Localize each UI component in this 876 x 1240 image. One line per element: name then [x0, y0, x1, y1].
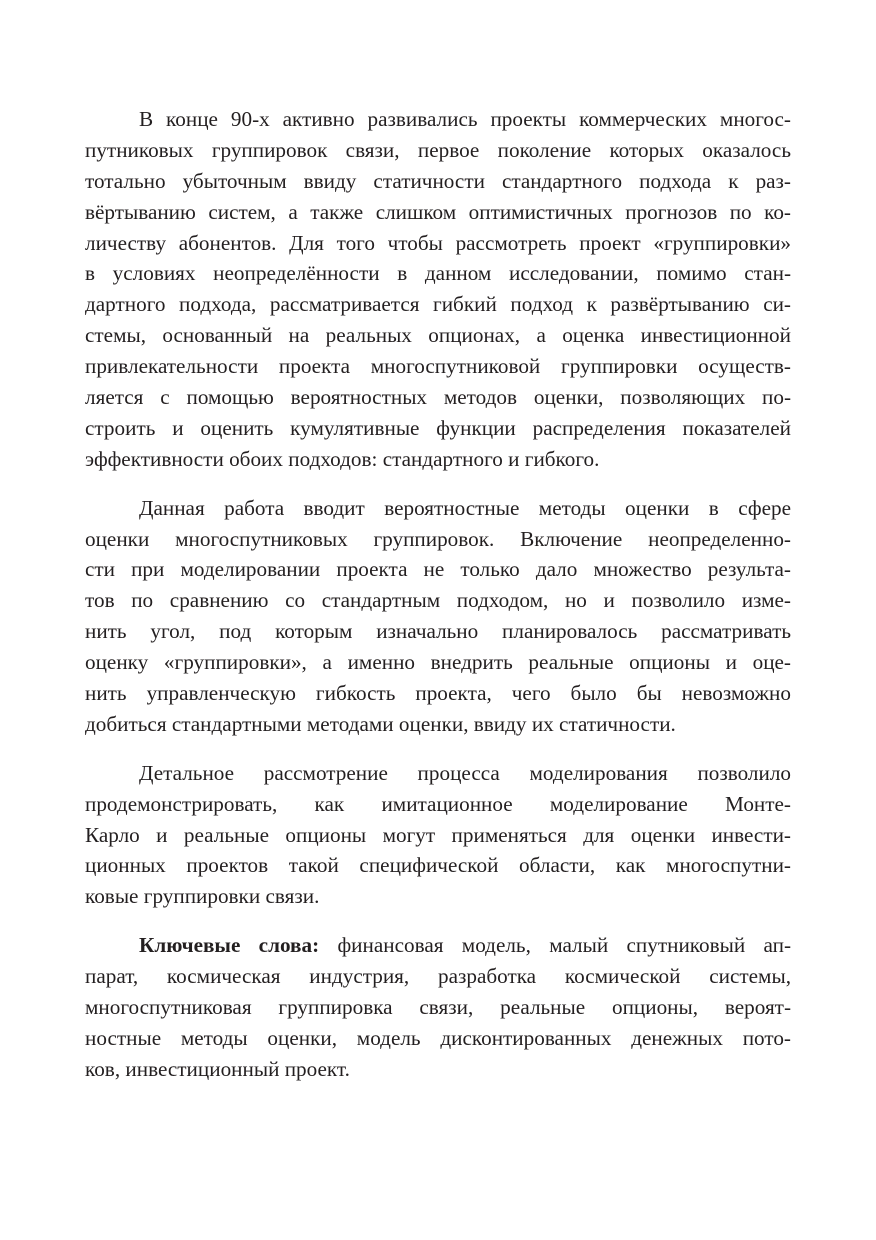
text-line: ляется с помощью вероятностных методов оценки, позволяющих по- — [85, 385, 791, 410]
text-line: Данная работа вводит вероятностные методы оценки в сфере — [139, 495, 791, 520]
text-line: тотально убыточным ввиду статичности стандартного подхода к раз- — [85, 168, 791, 193]
text-line: нить управленческую гибкость проекта, чего было бы невозможно — [85, 681, 791, 706]
text-line: Детальное рассмотрение процесса моделирования позволило — [139, 760, 791, 785]
text-line: оценку «группировки», а именно внедрить реальные опционы и оце- — [85, 650, 791, 675]
text-line: привлекательности проекта многоспутниковой группировки осуществ- — [85, 354, 791, 379]
text-line: путниковых группировок связи, первое поколение которых оказалось — [85, 137, 791, 162]
paragraph-keywords — [85, 930, 791, 1084]
text-line: многоспутниковая группировка связи, реальные опционы, вероят- — [85, 995, 791, 1020]
text-line: ков, инвестиционный проект. — [85, 1056, 350, 1081]
paragraph-conclusion — [85, 758, 791, 912]
keywords-label: Ключевые слова: — [139, 933, 320, 958]
text-line: ностные методы оценки, модель дисконтированных денежных пото- — [85, 1025, 791, 1050]
paragraph-method — [85, 493, 791, 740]
text-line: нить угол, под которым изначально планировалось рассматривать — [85, 619, 791, 644]
text-line — [85, 930, 791, 961]
text-line: Карло и реальные опционы могут применяться для оценки инвести- — [85, 822, 791, 847]
body-text — [85, 104, 791, 1103]
text-line: эффективности обоих подходов: стандартного и гибкого. — [85, 446, 600, 471]
text-line: тов по сравнению со стандартным подходом, но и позволило изме- — [85, 588, 791, 613]
text-line: добиться стандартными методами оценки, ввиду их статичности. — [85, 711, 676, 736]
text-line: ционных проектов такой специфической области, как многоспутни- — [85, 853, 791, 878]
keywords-text: финансовая модель, малый спутниковый ап- — [319, 933, 791, 958]
text-line: продемонстрировать, как имитационное моделирование Монте- — [85, 791, 791, 816]
text-line: строить и оценить кумулятивные функции распределения показателей — [85, 415, 791, 440]
text-line: оценки многоспутниковых группировок. Включение неопределенно- — [85, 526, 791, 551]
text-line: вёртыванию систем, а также слишком оптимистичных прогнозов по ко- — [85, 199, 791, 224]
text-line: В конце 90-х активно развивались проекты коммерческих многос- — [139, 107, 791, 131]
text-line: ковые группировки связи. — [85, 884, 320, 909]
text-line: личеству абонентов. Для того чтобы рассмотреть проект «группировки» — [85, 230, 791, 255]
text-line: в условиях неопределённости в данном исследовании, помимо стан- — [85, 261, 791, 286]
text-line: парат, космическая индустрия, разработка космической системы, — [85, 964, 791, 989]
text-line: стемы, основанный на реальных опционах, а оценка инвестиционной — [85, 323, 791, 348]
text-line: дартного подхода, рассматривается гибкий подход к развёртыванию си- — [85, 292, 791, 317]
paragraph-intro — [85, 104, 791, 475]
text-line: сти при моделировании проекта не только дало множество результа- — [85, 557, 791, 582]
